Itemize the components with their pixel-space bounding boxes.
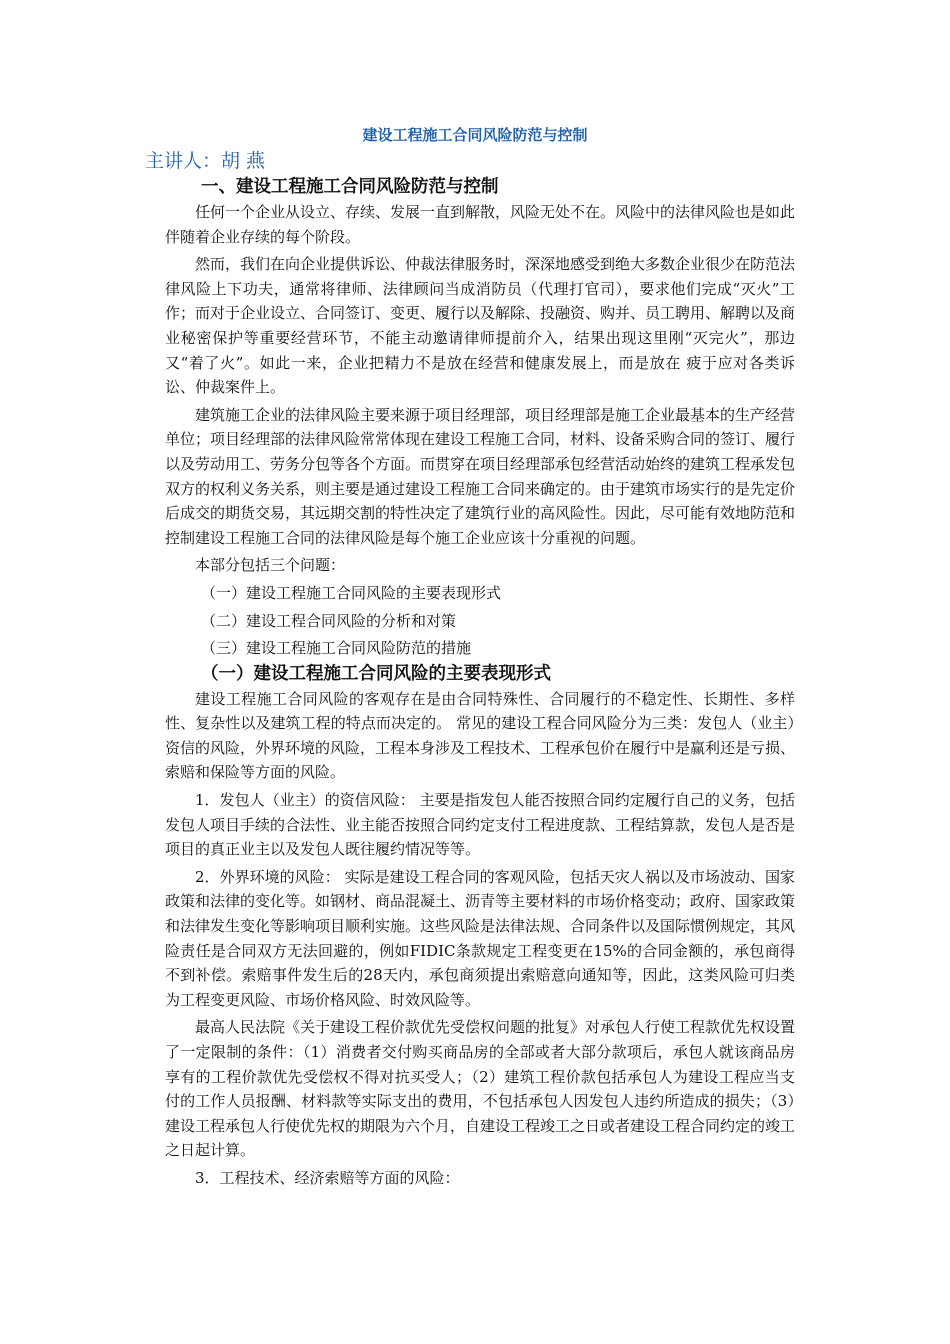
subsection-heading: （一）建设工程施工合同风险的主要表现形式 xyxy=(201,663,551,684)
paragraph: 建设工程施工合同风险的客观存在是由合同特殊性、合同履行的不稳定性、长期性、多样性、复杂性以及建筑工程的特点而决定的。 常见的建设工程合同风险分为三类：发包人（业主）资信的风险，外界环境的风险，工程本身涉及工程技术、工程承包价在履行中是赢利还是亏损、索赔和保险等方面的风险。 xyxy=(165,689,796,782)
paragraph: 2．外界环境的风险： 实际是建设工程合同的客观风险，包括天灾人祸以及市场波动、国家政策和法律的变化等。如钢材、商品混凝土、沥青等主要材料的市场价格变动；政府、国家政策和法律发生变化等影响项目顺利实施。这些风险是法律法规、合同条件以及国际惯例规定，其风险责任是合同双方无法回避的，例如FIDIC条款规定工程变更在15%的合同金额的，承包商得不到补偿。索赔事件发生后的28天内，承包商须提出索赔意向通知等，因此，这类风险可归类为工程变更风险、市场价格风险、时效风险等。 xyxy=(165,867,796,1009)
document-title: 建设工程施工合同风险防范与控制 xyxy=(362,126,588,144)
paragraph: 3．工程技术、经济索赔等方面的风险： xyxy=(195,1168,460,1187)
paragraph: 最高人民法院《关于建设工程价款优先受偿权问题的批复》对承包人行使工程款优先权设置了一定限制的条件：（1）消费者交付购买商品房的全部或者大部分款项后，承包人就该商品房享有的工程价款优先受偿权不得对抗买受人；（2）建筑工程价款包括承包人为建设工程应当支付的工作人员报酬、材料款等实际支出的费用，不包括承包人因发包人违约所造成的损失；（3）建设工程承包人行使优先权的期限为六个月，自建设工程竣工之日或者建设工程合同约定的竣工之日起计算。 xyxy=(165,1018,796,1160)
section-heading: 一、建设工程施工合同风险防范与控制 xyxy=(201,177,499,197)
speaker-line: 主讲人：胡 燕 xyxy=(145,150,266,172)
list-item: （二）建设工程合同风险的分析和对策 xyxy=(201,611,457,630)
list-item: （三）建设工程施工合同风险防范的措施 xyxy=(201,639,472,658)
paragraph: 本部分包括三个问题： xyxy=(195,556,346,575)
paragraph: 建筑施工企业的法律风险主要来源于项目经理部，项目经理部是施工企业最基本的生产经营单位；项目经理部的法律风险常常体现在建设工程施工合同，材料、设备采购合同的签订、履行以及劳动用工、劳务分包等各个方面。而贯穿在项目经理部承包经营活动始终的建筑工程承发包双方的权利义务关系，则主要是通过建设工程施工合同来确定的。由于建筑市场实行的是先定价后成交的期货交易，其远期交割的特性决定了建筑行业的高风险性。因此，尽可能有效地防范和控制建设工程施工合同的法律风险是每个施工企业应该十分重视的问题。 xyxy=(165,405,796,547)
paragraph: 1．发包人（业主）的资信风险： 主要是指发包人能否按照合同约定履行自己的义务，包括发包人项目手续的合法性、业主能否按照合同约定支付工程进度款、工程结算款，发包人是否是项目的真正业主以及发包人既往履约情况等等。 xyxy=(165,791,796,859)
paragraph: 任何一个企业从设立、存续、发展一直到解散，风险无处不在。风险中的法律风险也是如此伴随着企业存续的每个阶段。 xyxy=(165,203,796,246)
document-body xyxy=(165,174,795,1191)
paragraph: 然而，我们在向企业提供诉讼、仲裁法律服务时，深深地感受到绝大多数企业很少在防范法律风险上下功夫，通常将律师、法律顾问当成消防员（代理打官司），要求他们完成“灭火”工作；而对于企业设立、合同签订、变更、履行以及解除、投融资、购并、员工聘用、解聘以及商业秘密保护等重要经营环节，不能主动邀请律师提前介入，结果出现这里刚“灭完火”，那边又“着了火”。如此一来，企业把精力不是放在经营和健康发展上，而是放在 疲于应对各类诉讼、仲裁案件上。 xyxy=(165,255,796,397)
list-item: （一）建设工程施工合同风险的主要表现形式 xyxy=(201,583,502,602)
